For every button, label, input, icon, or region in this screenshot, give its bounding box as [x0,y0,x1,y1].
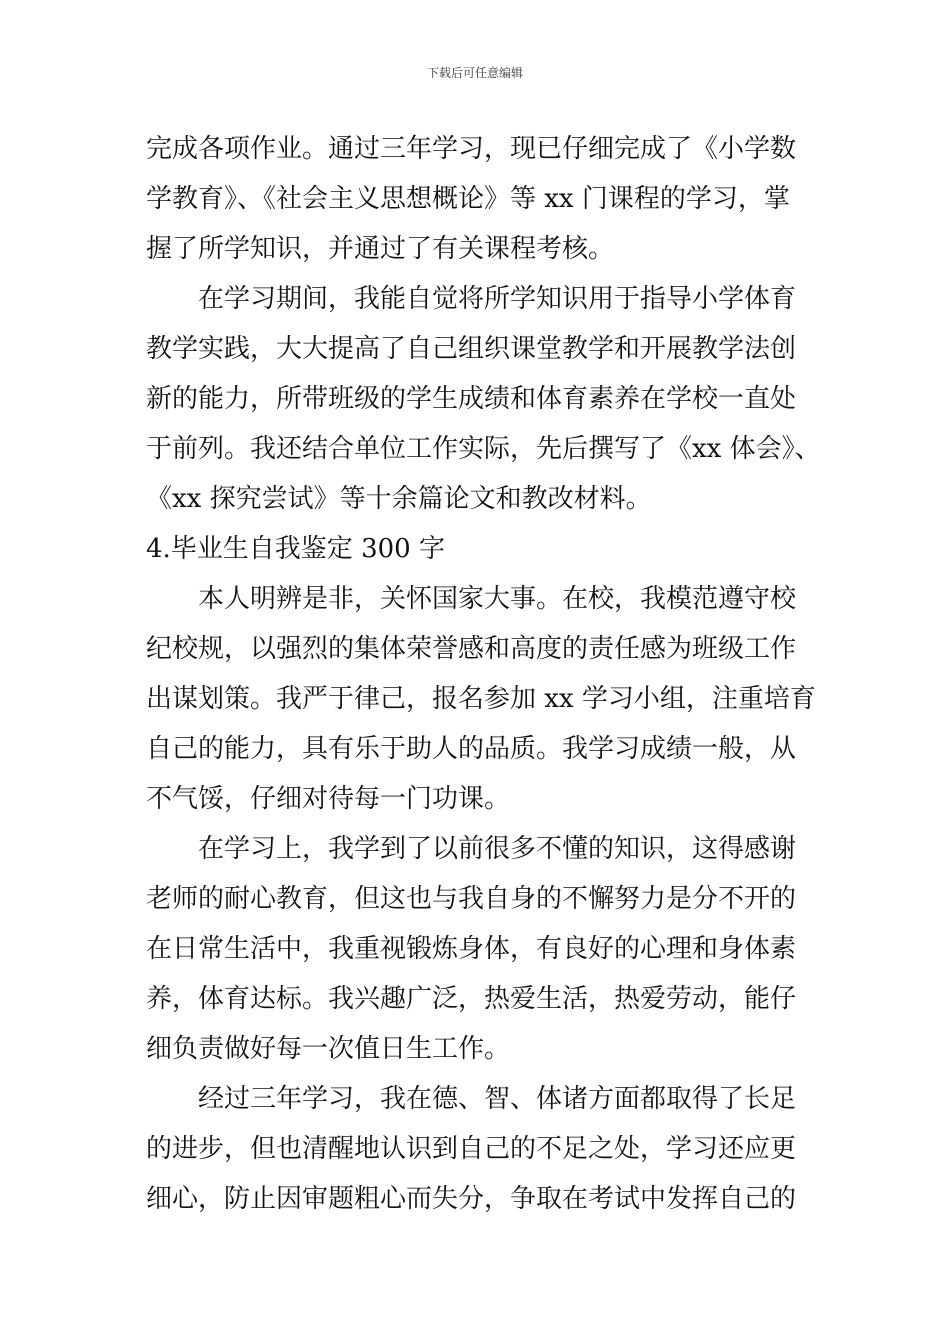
text-line: 新的能力，所带班级的学生成绩和体育素养在学校一直处 [146,384,797,414]
text-line: 细心，防止因审题粗心而失分，争取在考试中发挥自己的 [146,1184,797,1214]
text-line: 纪校规，以强烈的集体荣誉感和高度的责任感为班级工作 [146,634,797,664]
text-line: 教学实践，大大提高了自己组织课堂教学和开展教学法创 [146,334,797,364]
text-line: 在学习期间，我能自觉将所学知识用于指导小学体育 [198,284,797,314]
text-line: 经过三年学习，我在德、智、体诸方面都取得了长足 [198,1084,797,1114]
text-line: 不气馁，仔细对待每一门功课。 [146,784,511,814]
text-line: 在日常生活中，我重视锻炼身体，有良好的心理和身体素 [146,934,797,964]
text-line: 《xx 探究尝试》等十余篇论文和教改材料。 [146,484,652,514]
text-line: 学教育》、《社会主义思想概论》等 xx 门课程的学习，掌 [146,184,790,214]
text-line: 出谋划策。我严于律己，报名参加 xx 学习小组，注重培育 [146,684,816,714]
text-line: 完成各项作业。通过三年学习，现已仔细完成了《小学数 [146,134,797,164]
document-body [146,124,821,1224]
text-line: 本人明辨是非，关怀国家大事。在校，我模范遵守校 [198,584,797,614]
page-header: 下载后可任意编辑 [426,66,523,80]
text-line: 在学习上，我学到了以前很多不懂的知识，这得感谢 [198,834,797,864]
text-line: 老师的耐心教育，但这也与我自身的不懈努力是分不开的 [146,884,797,914]
text-line: 的进步，但也清醒地认识到自己的不足之处，学习还应更 [146,1134,797,1164]
text-line: 握了所学知识，并通过了有关课程考核。 [146,234,615,264]
text-line: 于前列。我还结合单位工作实际，先后撰写了《xx 体会》、 [146,434,821,464]
text-line: 养，体育达标。我兴趣广泛，热爱生活，热爱劳动，能仔 [146,984,797,1014]
text-line: 自己的能力，具有乐于助人的品质。我学习成绩一般，从 [146,734,797,764]
section-heading: 4.毕业生自我鉴定 300 字 [146,534,445,564]
text-line: 细负责做好每一次值日生工作。 [146,1034,511,1064]
